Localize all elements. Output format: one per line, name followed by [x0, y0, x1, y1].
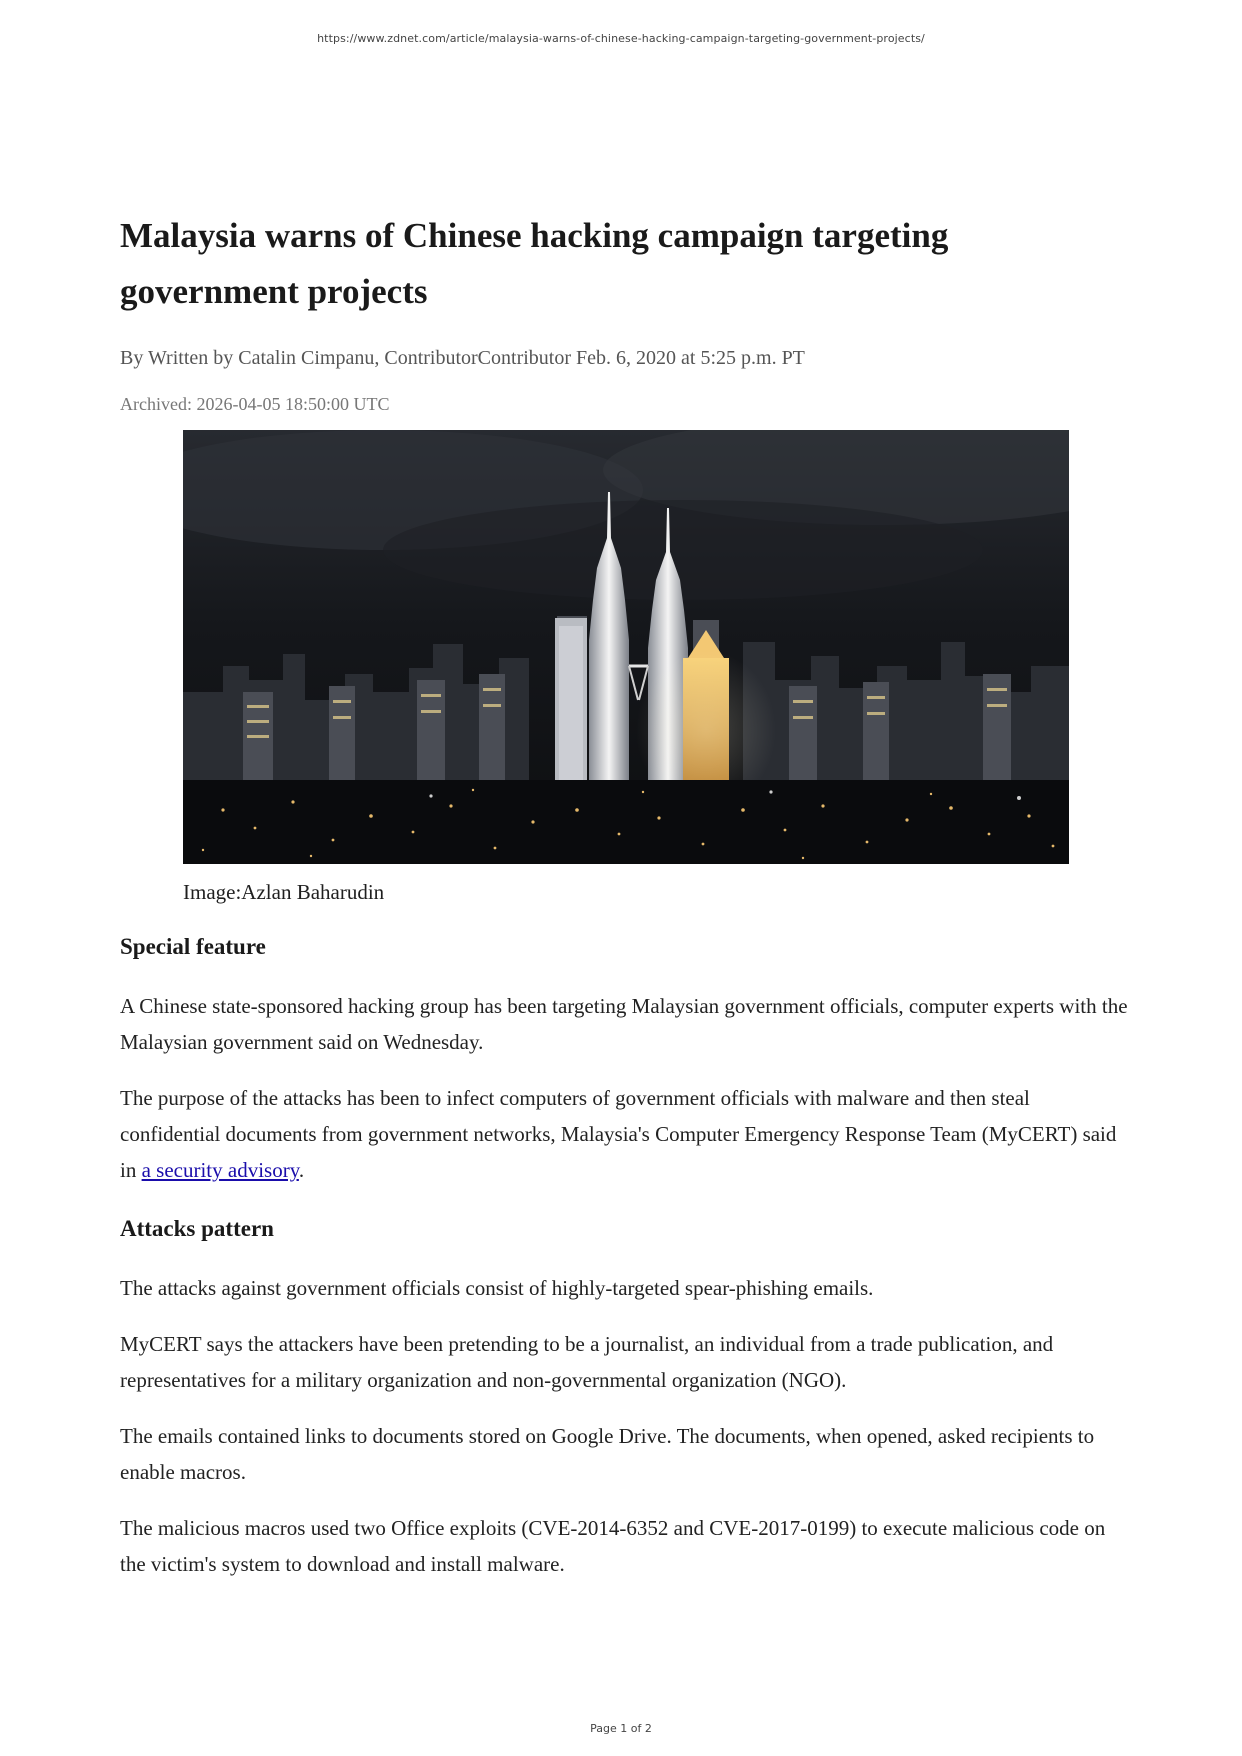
article-byline: By Written by Catalin Cimpanu, ContributorContributor Feb. 6, 2020 at 5:25 p.m. PT [120, 347, 805, 369]
page-number: Page 1 of 2 [590, 1722, 652, 1735]
archived-timestamp: Archived: 2026-04-05 18:50:00 UTC [120, 394, 390, 414]
hero-figure [183, 430, 1069, 906]
paragraph: The emails contained links to documents stored on Google Drive. The documents, when opened, asked recipients to enable macros. [120, 1424, 1095, 1484]
paragraph: The attacks against government officials consist of highly-targeted spear-phishing emails. [120, 1276, 874, 1300]
paragraph: The malicious macros used two Office exploits (CVE-2014-6352 and CVE-2017-0199) to execute malicious code on the victim's system to download and install malware. [120, 1516, 1106, 1576]
paragraph-text-end: . [298, 1158, 305, 1182]
section-heading-special-feature: Special feature [120, 934, 266, 959]
page-url: https://www.zdnet.com/article/malaysia-warns-of-chinese-hacking-campaign-targeting-government-projects/ [317, 32, 925, 45]
hero-image-kuala-lumpur-skyline [183, 430, 1069, 864]
section-heading-attacks-pattern: Attacks pattern [120, 1216, 274, 1241]
article-title: Malaysia warns of Chinese hacking campaign targeting government projects [120, 216, 949, 311]
paragraph-with-link [120, 1080, 1130, 1188]
image-caption: Image:Azlan Baharudin [183, 880, 385, 904]
article [120, 208, 1130, 1582]
paragraph-text: The purpose of the attacks has been to infect computers of government officials with malware and then steal confidential documents from government networks, Malaysia's Computer Emergency Response Team (MyCERT) said in [120, 1086, 1117, 1182]
paragraph: A Chinese state-sponsored hacking group has been targeting Malaysian government officials, computer experts with the Malaysian government said on Wednesday. [120, 994, 1128, 1054]
paragraph: MyCERT says the attackers have been pretending to be a journalist, an individual from a trade publication, and representatives for a military organization and non-governmental organization (NGO). [120, 1332, 1054, 1392]
security-advisory-link[interactable]: a security advisory [141, 1158, 299, 1182]
